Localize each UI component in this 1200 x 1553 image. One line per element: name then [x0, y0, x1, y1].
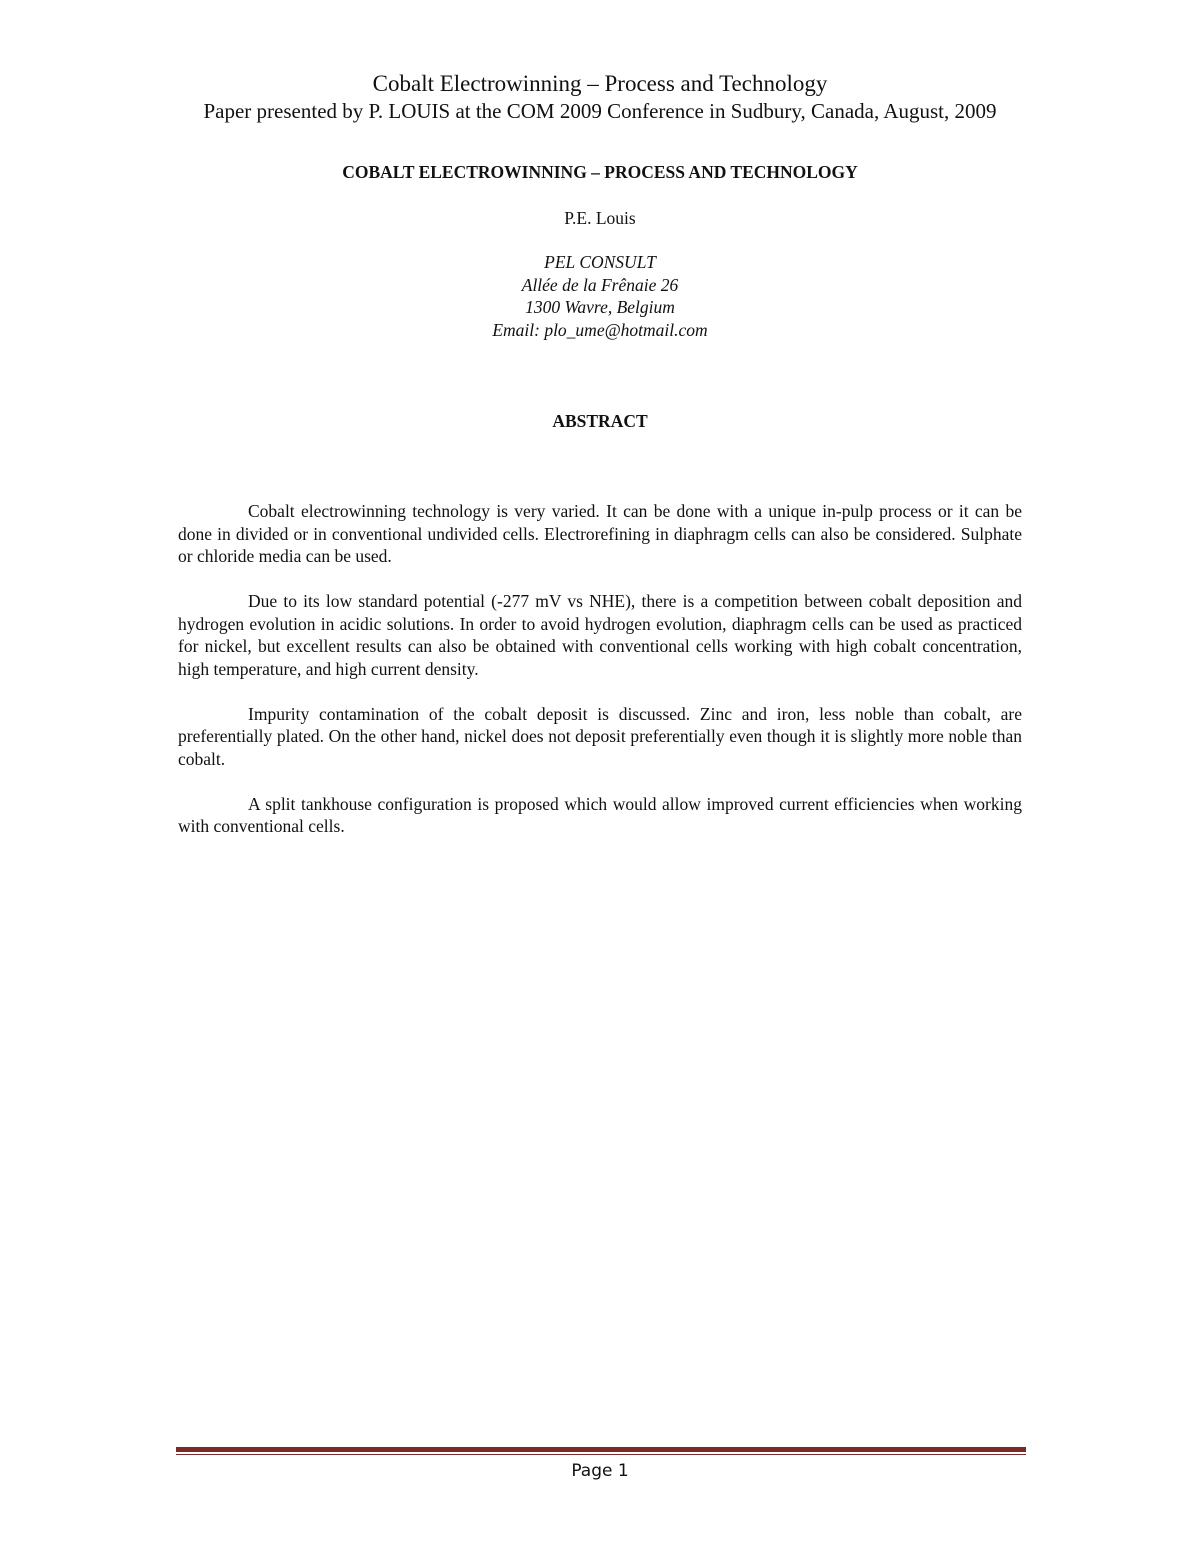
footer-rule: [176, 1447, 1026, 1455]
affiliation-street: Allée de la Frênaie 26: [521, 274, 679, 295]
footer-rule-thick: [176, 1447, 1026, 1452]
running-header: [0, 70, 1200, 124]
abstract-heading: ABSTRACT: [552, 411, 648, 431]
abstract-paragraph: Impurity contamination of the cobalt deposit is discussed. Zinc and iron, less noble than cobalt, are preferentially plated. On the other hand, nickel does not deposit preferentially even though it is slightly more noble than cobalt.: [178, 703, 1022, 769]
affiliation-city: 1300 Wavre, Belgium: [525, 297, 675, 317]
running-header-subtitle: Paper presented by P. LOUIS at the COM 2009 Conference in Sudbury, Canada, August, 2009: [203, 99, 997, 123]
author-name: P.E. Louis: [564, 208, 636, 228]
abstract-paragraph: Due to its low standard potential (-277 mV vs NHE), there is a competition between cobalt deposition and hydrogen evolution in acidic solutions. In order to avoid hydrogen evolution, diaphragm cells can be used as practiced for nickel, but excellent results can also be obtained with conventional cells working with high cobalt concentration, high temperature, and high current density.: [178, 591, 1022, 679]
abstract-body: [178, 500, 1022, 860]
abstract-paragraph: Cobalt electrowinning technology is very varied. It can be done with a unique in-pulp process or it can be done in divided or in conventional undivided cells. Electrorefining in diaphragm cells can also be considered. Sulphate or chloride media can be used.: [178, 501, 1022, 566]
affiliation-organization: PEL CONSULT: [544, 252, 656, 272]
footer-rule-thin: [176, 1454, 1026, 1455]
affiliation-block: [0, 251, 1200, 341]
page-number: Page 1: [571, 1461, 629, 1481]
paper-title: COBALT ELECTROWINNING – PROCESS AND TECHNOLOGY: [342, 162, 858, 182]
affiliation-email: Email: plo_ume@hotmail.com: [492, 319, 708, 340]
abstract-paragraph: A split tankhouse configuration is proposed which would allow improved current efficiencies when working with conventional cells.: [178, 793, 1022, 836]
running-header-title: Cobalt Electrowinning – Process and Technology: [372, 71, 828, 96]
